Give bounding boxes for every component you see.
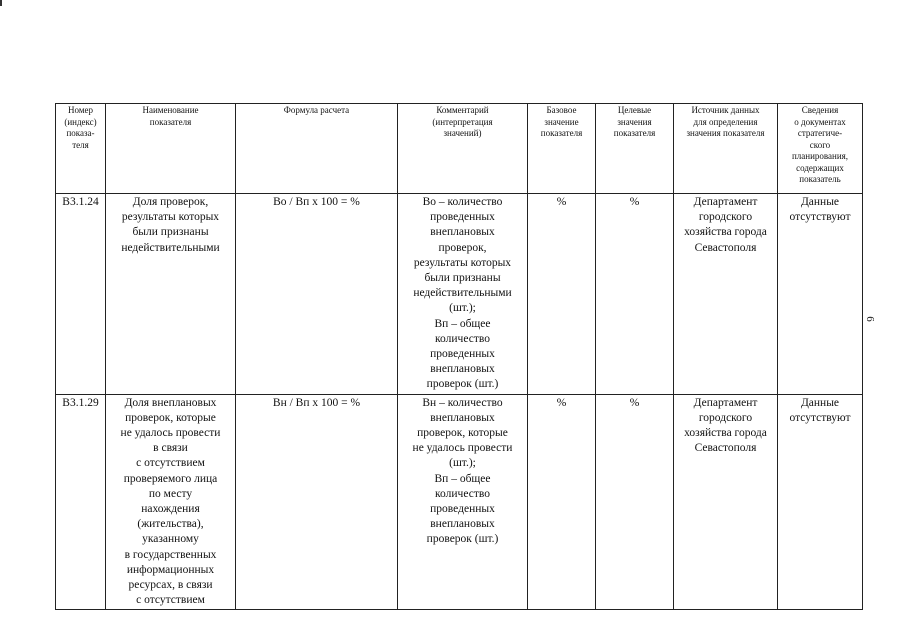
header-data-source: Источник данных для определения значения показателя xyxy=(674,104,778,194)
header-formula: Формула расчета xyxy=(236,104,398,194)
scan-corner-mark xyxy=(0,0,2,6)
indicator-formula: Во / Вп х 100 = % xyxy=(236,194,398,395)
header-target-value: Целевые значения показателя xyxy=(596,104,674,194)
indicator-target-value: % xyxy=(596,194,674,395)
indicator-code: В3.1.24 xyxy=(56,194,106,395)
indicator-name: Доля внеплановых проверок, которые не удалось провести в связи с отсутствием проверяемого лица по месту нахождения (жительства), указанному в государственных информационных ресурсах, в связи с отсутствием xyxy=(106,394,236,610)
header-base-value: Базовое значение показателя xyxy=(528,104,596,194)
indicator-name: Доля проверок, результаты которых были признаны недействительными xyxy=(106,194,236,395)
header-comment: Комментарий (интерпретация значений) xyxy=(398,104,528,194)
table-header-row xyxy=(56,104,863,194)
indicator-comment: Вн – количество внеплановых проверок, которые не удалось провести (шт.); Вп – общее количество проведенных внеплановых проверок (шт.) xyxy=(398,394,528,610)
indicators-table xyxy=(55,103,863,610)
table-row xyxy=(56,194,863,395)
indicator-planning-docs: Данные отсутствуют xyxy=(778,194,863,395)
header-index: Номер (индекс) показа- теля xyxy=(56,104,106,194)
indicator-target-value: % xyxy=(596,394,674,610)
table-row xyxy=(56,394,863,610)
indicator-base-value: % xyxy=(528,394,596,610)
indicator-comment: Во – количество проведенных внеплановых проверок, результаты которых были признаны недействительными (шт.); Вп – общее количество проведенных внеплановых проверок (шт.) xyxy=(398,194,528,395)
indicator-formula: Вн / Вп х 100 = % xyxy=(236,394,398,610)
indicator-code: В3.1.29 xyxy=(56,394,106,610)
header-name: Наименование показателя xyxy=(106,104,236,194)
page-number: 6 xyxy=(864,316,876,322)
indicator-planning-docs: Данные отсутствуют xyxy=(778,394,863,610)
indicator-data-source: Департамент городского хозяйства города Севастополя xyxy=(674,194,778,395)
indicator-base-value: % xyxy=(528,194,596,395)
indicator-data-source: Департамент городского хозяйства города Севастополя xyxy=(674,394,778,610)
header-planning-docs: Сведения о документах стратегиче- ского планирования, содержащих показатель xyxy=(778,104,863,194)
